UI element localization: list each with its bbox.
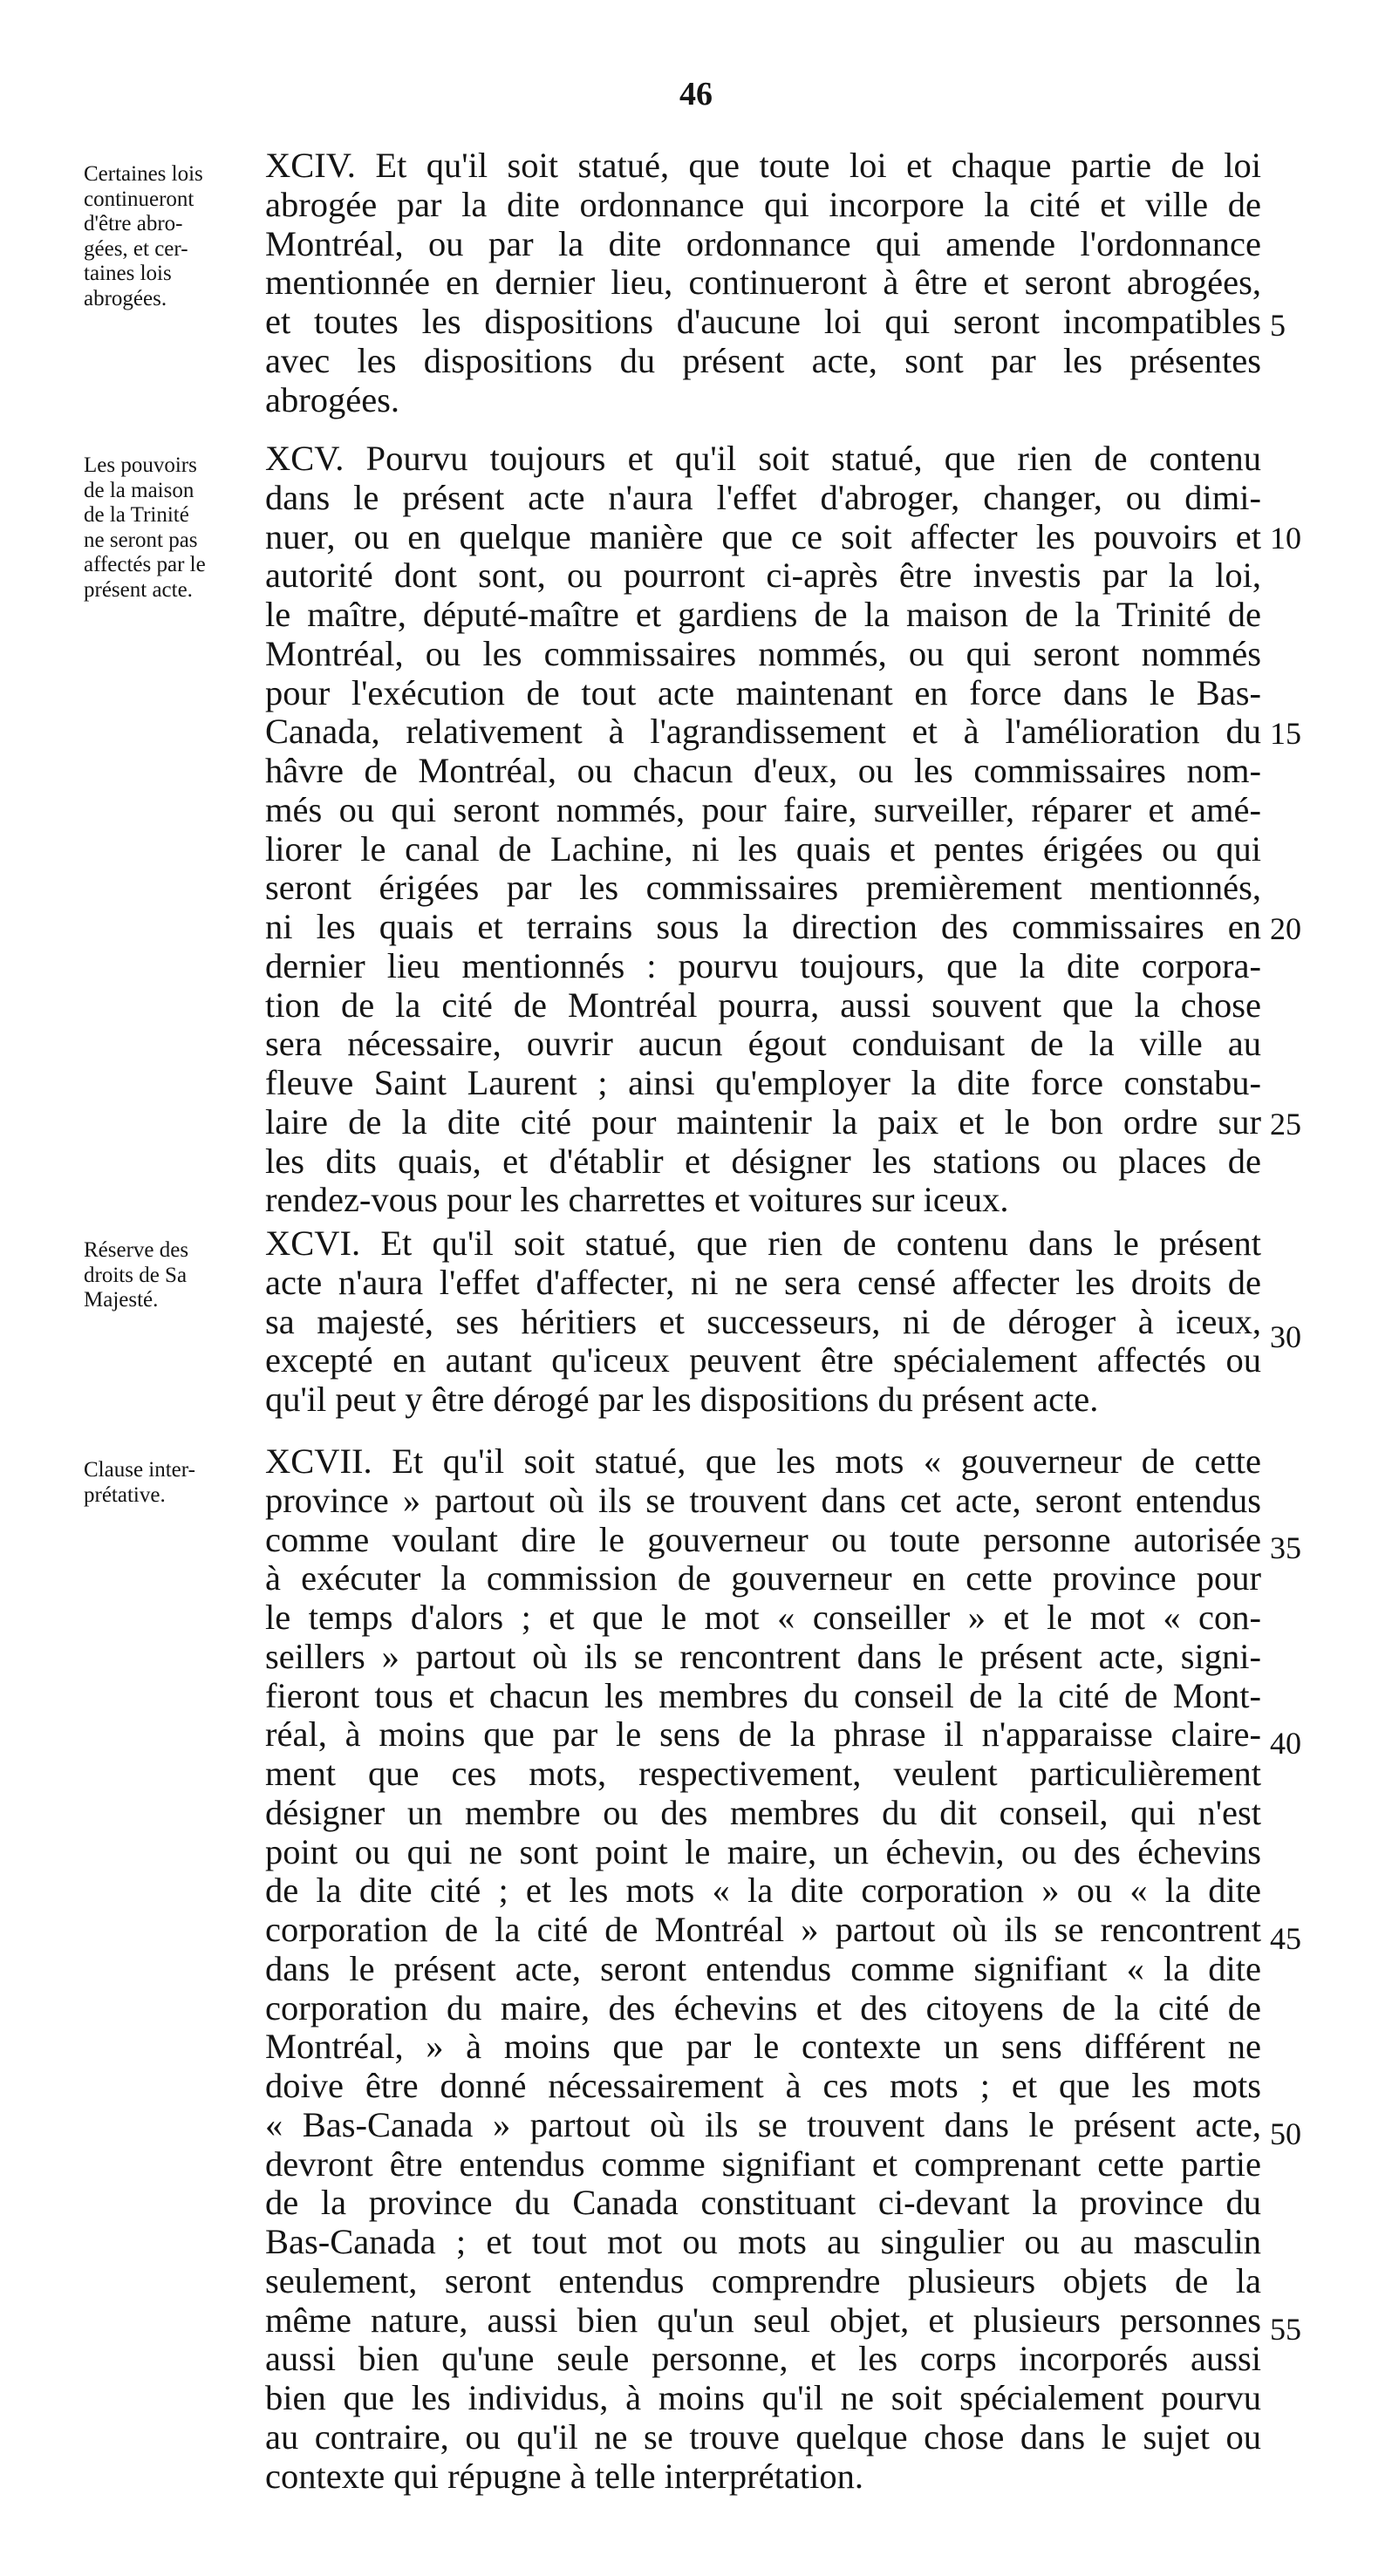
text-line: le temps d'alors ; et que le mot « conseiller » et le mot « con- [265,1598,1261,1637]
text-line: abrogée par la dite ordonnance qui incorpore la cité et ville de [265,184,1261,224]
text-line: liorer le canal de Lachine, ni les quais et pentes érigées ou qui [265,828,1261,869]
margin-note-line: Majesté. [84,1288,159,1312]
text-line: sera nécessaire, ouvrir aucun égout conduisant de la ville au [265,1024,1261,1064]
text-line: corporation du maire, des échevins et des citoyens de la cité de [265,1987,1261,2027]
text-line: de la province du Canada constituant ci-devant la province du [265,2183,1261,2223]
line-number: 10 [1270,521,1301,555]
margin-note-line: affectés par le [84,553,206,576]
text-line: XCVII. Et qu'il soit statué, que les mots « gouverneur de cette [265,1441,1261,1481]
text-line: seillers » partout où ils se rencontrent dans le présent acte, signi- [265,1636,1261,1676]
text-line: et toutes les dispositions d'aucune loi qui seront incompatibles [265,302,1261,341]
text-line: rendez-vous pour les charrettes et voitures sur iceux. [265,1180,1009,1220]
section-xcvi [265,1224,1261,1420]
text-line: bien que les individus, à moins qu'il ne soit spécialement pourvu [265,2378,1261,2417]
margin-note-line: présent acte. [84,577,193,602]
text-line: comme voulant dire le gouverneur ou toute personne autorisée [265,1519,1261,1559]
text-line: « Bas-Canada » partout où ils se trouvent dans le présent acte, [265,2104,1261,2144]
line-number: 15 [1270,716,1301,751]
margin-note-reserve-des-droits [84,1238,258,1313]
text-line: tion de la cité de Montréal pourra, aussi souvent que la chose [265,985,1261,1025]
text-line: point ou qui ne sont point le maire, un échevin, ou des échevins [265,1831,1261,1871]
text-line: Canada, relativement à l'agrandissement et à l'amélioration du [265,712,1261,752]
text-line: fieront tous et chacun les membres du conseil de la cité de Mont- [265,1675,1261,1715]
line-number: 55 [1270,2312,1301,2347]
margin-note-line: Clause inter- [84,1458,195,1482]
text-line: ment que ces mots, respectivement, veulent particulièrement [265,1754,1261,1793]
text-line: Montréal, ou par la dite ordonnance qui amende l'ordonnance [265,223,1261,263]
section-xcv [265,440,1261,1220]
text-line: laire de la dite cité pour maintenir la paix et le bon ordre sur [265,1101,1261,1141]
line-number: 20 [1270,911,1301,946]
text-line: més ou qui seront nommés, pour faire, surveiller, réparer et amé- [265,789,1261,829]
text-line: nuer, ou en quelque manière que ce soit affecter les pouvoirs et [265,516,1261,556]
line-number: 35 [1270,1530,1301,1565]
text-line: XCVI. Et qu'il soit statué, que rien de contenu dans le présent [265,1223,1261,1263]
text-line: autorité dont sont, ou pourront ci-après être investis par la loi, [265,555,1261,596]
margin-note-line: Les pouvoirs [84,453,197,477]
text-line: dans le présent acte, seront entendus comme signifiant « la dite [265,1948,1261,1988]
margin-note-line: droits de Sa [84,1263,188,1287]
text-line: seulement, seront entendus comprendre plusieurs objets de la [265,2260,1261,2300]
text-line: à exécuter la commission de gouverneur en cette province pour [265,1558,1261,1598]
text-line: abrogées. [265,379,400,419]
text-line: désigner un membre ou des membres du dit conseil, qui n'est [265,1792,1261,1832]
text-line: XCV. Pourvu toujours et qu'il soit statué, que rien de contenu [265,439,1261,478]
text-line: aussi bien qu'une seule personne, et les corps incorporés aussi [265,2339,1261,2379]
margin-note-line: d'être abro- [84,212,183,235]
text-line: corporation de la cité de Montréal » partout où ils se rencontrent [265,1910,1261,1949]
line-number: 45 [1270,1921,1301,1956]
text-line: réal, à moins que par le sens de la phrase il n'apparaisse claire- [265,1714,1261,1755]
text-line: sa majesté, ses héritiers et successeurs, ni de déroger à iceux, [265,1301,1261,1341]
line-number: 25 [1270,1107,1301,1141]
line-number: 5 [1270,308,1286,343]
text-line: le maître, député-maître et gardiens de la maison de la Trinité de [265,595,1261,634]
margin-note-certaines-lois [84,162,258,311]
text-line: pour l'exécution de tout acte maintenant en force dans le Bas- [265,672,1261,712]
margin-note-line: Certaines lois [84,162,203,186]
text-line: ni les quais et terrains sous la direction des commissaires en [265,907,1261,946]
line-number: 40 [1270,1726,1301,1761]
margin-note-line: de la maison [84,478,194,502]
text-line: devront être entendus comme signifiant et comprenant cette partie [265,2143,1261,2184]
text-line: Montréal, ou les commissaires nommés, ou qui seront nommés [265,633,1261,673]
line-number: 30 [1270,1319,1301,1354]
text-line: province » partout où ils se trouvent dans cet acte, seront entendus [265,1480,1261,1520]
margin-note-line: taines lois [84,262,172,285]
margin-note-line: de la Trinité [84,503,189,527]
page-number: 46 [679,76,713,112]
margin-note-line: prétative. [84,1482,166,1507]
text-line: dans le présent acte n'aura l'effet d'abroger, changer, ou dimi- [265,477,1261,517]
text-line: dernier lieu mentionnés : pourvu toujours, que la dite corpora- [265,945,1261,985]
text-line: Montréal, » à moins que par le contexte un sens différent ne [265,2027,1261,2067]
margin-note-line: abrogées. [84,286,167,310]
text-line: même nature, aussi bien qu'un seul objet, et plusieurs personnes [265,2300,1261,2340]
text-line: XCIV. Et qu'il soit statué, que toute loi et chaque partie de loi [265,146,1261,185]
margin-note-maison-de-la-trinite [84,453,258,603]
section-xciv [265,147,1261,419]
text-line: mentionnée en dernier lieu, continueront à être et seront abrogées, [265,262,1261,303]
text-line: avec les dispositions du présent acte, sont par les présentes [265,340,1261,380]
margin-note-line: ne seront pas [84,528,198,552]
line-number: 50 [1270,2116,1301,2151]
text-line: contexte qui répugne à telle interprétation. [265,2456,863,2496]
section-xcvii [265,1442,1261,2496]
text-line: qu'il peut y être dérogé par les dispositions du présent acte. [265,1380,1099,1419]
text-line: au contraire, ou qu'il ne se trouve quelque chose dans le sujet ou [265,2416,1261,2457]
text-line: de la dite cité ; et les mots « la dite corporation » ou « la dite [265,1871,1261,1911]
text-line: fleuve Saint Laurent ; ainsi qu'employer la dite force constabu- [265,1063,1261,1102]
text-line: Bas-Canada ; et tout mot ou mots au singulier ou au masculin [265,2222,1261,2261]
margin-note-line: Réserve des [84,1238,189,1262]
text-line: doive être donné nécessairement à ces mots ; et que les mots [265,2066,1261,2105]
margin-note-clause-interpretative [84,1458,258,1508]
text-line: les dits quais, et d'établir et désigner les stations ou places de [265,1141,1261,1181]
margin-note-line: continueront [84,187,194,211]
text-line: acte n'aura l'effet d'affecter, ni ne sera censé affecter les droits de [265,1262,1261,1302]
text-line: excepté en autant qu'iceux peuvent être spécialement affectés ou [265,1340,1261,1380]
text-line: hâvre de Montréal, ou chacun d'eux, ou les commissaires nom- [265,751,1261,790]
margin-note-line: gées, et cer- [84,236,188,261]
text-line: seront érigées par les commissaires premièrement mentionnés, [265,868,1261,908]
